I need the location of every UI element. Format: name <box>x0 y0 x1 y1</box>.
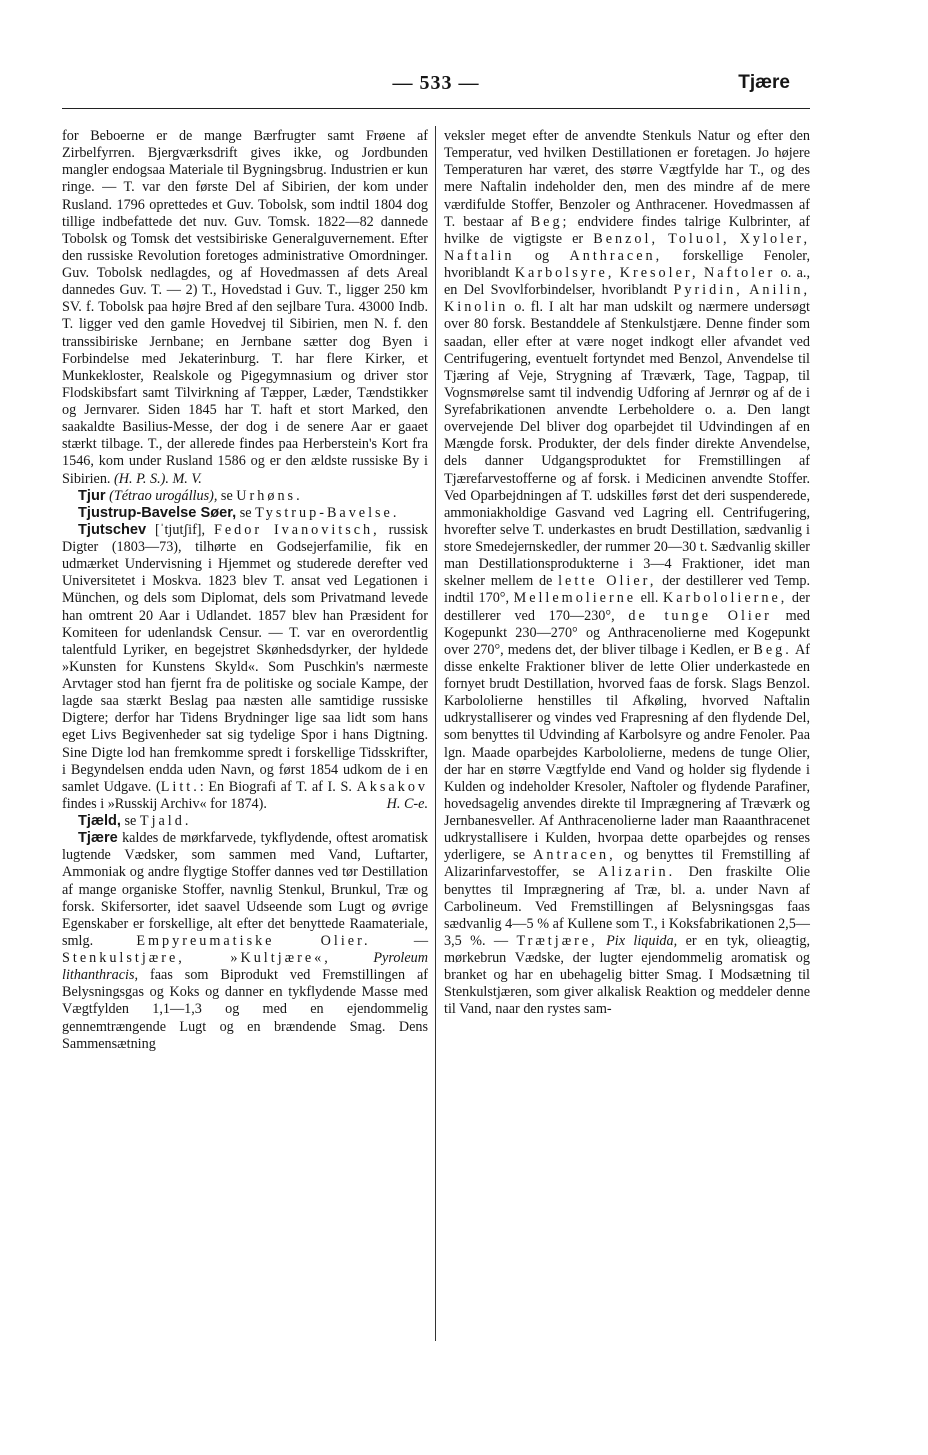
entry-tjutschev: Tjutschev [ˈtjutʃif], Fedor Ivanovitsch, russisk Digter (1803—73), tilhørte en Godsejerfamilie, fik en udmærket Undervisning i Hjemmet og studerede derefter ved Universitetet i Moskva. 1823 blev T. ansat ved Legationen i München, og dels som Diplomat, dels som Privatmand levede han omtrent 20 Aar i Udlandet. 1857 blev han Præsident for Komiteen for udenlandsk Censur. — T. var en overordentlig talentfuld Lyriker, en begejstret Skønhedsdyrker, der hyldede »Kunsten for Kunstens Skyld«. Som Puschkin's nærmeste Arvtager stod han fjernt fra de politiske og sociale Kampe, der lagde saa stærkt Beslag paa næsten alle samtidige russiske Digtere; derfor har Tidens Brydninger lige saa lidt som hans eget Livs Begivenheder sat sig tydelige Spor i hans Digtning. Sine Digte lod han fremkomme spredt i forskellige Tidsskrifter, i Begyndelsen endda uden Navn, og først 1854 udkom de i en samlet Udgave. (Litt.: En Biografi af T. af I. S. Aksakov findes i »Russkij Archiv« for 1874). H. C-e. <box>62 521 429 812</box>
cross-reference: Tystrup-Bavelse. <box>255 504 400 521</box>
headword-tjur: Tjur <box>78 487 106 504</box>
headword-tjutschev: Tjutschev <box>78 521 147 538</box>
running-head: Tjære <box>738 72 790 93</box>
cross-reference: Tjald. <box>139 813 192 829</box>
entry-tjumen-continued: for Beboerne er de mange Bærfrugter samt Frøene af Zirbelfyrren. Bjergværksdrift gives ikke, og Jordbunden mangler endogsaa Materiale til Bygningsbrug. Industrien er kun ringe. — T. var den første Del af Sibirien, der kom under Rusland. 1796 oprettedes et Guv. Tobolsk, som indtil 1804 dog tillige indbefattede det nuv. Guv. Tomsk. 1822—82 dannede Tobolsk og Tomsk det vestsibiriske Generalguvernement. Efter den russiske Revolution foretoges administrative Omordninger. Guv. Tobolsk nedlagdes, og af Hovedmassen af dets Areal dannedes Guv. T. — 2) T., Hovedstad i Guv. T., ligger 250 km SV. f. Tobolsk paa højre Bred af den sejlbare Tura. 43000 Indb. T. ligger ved den gamle Hovedvej til Sibirien, men N. f. den transsibiriske Jernbane; en Jernbane sætter dog Byen i Forbindelse med Jekaterinburg. T. har flere Kirker, et Munkekloster, Realskole og Pigegymnasium og driver stor Flodskibsfart samt Tilvirkning af Tæpper, Læder, Tændstikker og Jernvarer. Siden 1845 har T. haft et stort Marked, den saakaldte Basilius-Messe, der dog i de senere Aar er gaaet stærkt tilbage. T., der allerede findes paa Herberstein's Kort fra 1546, kom under Rusland 1586 og er den ældste russiske By i Sibirien. (H. P. S.). M. V. <box>62 128 428 487</box>
entry-tjaeld: Tjæld, se Tjald. <box>78 813 192 829</box>
entry-tjaere-continued: veksler meget efter de anvendte Stenkuls Natur og efter den Temperatur, ved hvilken Destillationen er foretagen. Jo højere Temperaturen har været, des større Vægtfylde har T., og des mere Naftalin indeholder den, men des mindre af de mere værdifulde Stoffer, Benzoler og Anthracener. Hovedmassen af T. bestaar af Beg; endvidere findes talrige Kulbrinter, af hvilke de vigtigste er Benzol, Toluol, Xyloler, Naftalin og Anthracen, forskellige Fenoler, hvoriblandt Karbolsyre, Kresoler, Naftoler o. a., en Del Svovlforbindelser, hvoriblandt Pyridin, Anilin, Kinolin o. fl. I alt har man udskilt og nærmere undersøgt over 80 forsk. Bestanddele af Stenkulstjære. Denne finder som saadan, eller efter at være noget indkogt eller afvandet ved Centrifugering, eventuelt fortyndet med Benzol, Anvendelse til Tjæring af Veje, Strygning af Træværk, Tage, Tagpap, til Vognsmørelse samt til indvendig Udforing af Jernrør og af de i Syrefabrikationen anvendte Lerbeholdere o. a. Den langt overvejende Del bliver dog oparbejdet til Udvindingen af en Mængde forsk. Produkter, der dels finder direkte Anvendelse, dels danner Udgangsproduktet for Fremstillingen af Tjærefarvestofferne og af forsk. i Medicinen anvendte Stoffer. Ved Oparbejdningen af T. udskilles først det deri suspenderede, ammoniakholdige Gasvand ved Lagring ell. Centrifugering, hvorefter selve T. underkastes en brudt Destillation, sædvanlig i store Smedejernskedler, der rummer 20—30 t. Sædvanlig skiller man Destillationsprodukterne i 3—4 Fraktioner, idet man skelner mellem de lette Olier, der destillerer ved Temp. indtil 170°, Mellemolierne ell. Karbololierne, der destillerer ved 170—230°, de tunge Olier med Kogepunkt 230—270° og Anthracenolierne med Kogepunkt over 270°, medens det, der bliver tilbage i Kedlen, er Beg. Af disse enkelte Fraktioner bliver de lette Olier underkastede en fornyet brudt Destillation, hvorved faas de forsk. Slags Benzol. Karbololierne henstilles til Afkøling, hvorved Naftalin udkrystalliserer og vindes ved Frapresning af den flydende Del, som benyttes til Udvinding af Karbolsyre og andre Fenoler. Paa lgn. Maade oparbejdes Karbololierne, medens de tunge Olier, der har en større Vægtfylde end Vand og holder sig flydende i Kulden og indeholder Kresoler, Naftoler og flydende Parafiner, hovedsagelig anvendes direkte til Imprægnering af Træværk og Jernbanesveller. Af Anthracenolierne lader man Raaanthracenet udkrystallisere i Kulden, hvorpaa dette oparbejdes og renses yderligere, se Antracen, og benyttes til Fremstilling af Alizarinfarvestoffer, se Alizarin. Den fraskilte Olie benyttes til Imprægnering af Træ, bl. a. under Navn af Carbolineum. Ved Fremstillingen af Belysningsgas faas sædvanlig 4—5 % af Kullene som T., i Koksfabrikationen 2,5—3,5 %. — Trætjære, Pix liquida, er en tyk, olieagtig, mørkebrun Vædske, der lugter ejendommelig aromatisk og branket og har en ubehagelig bitter Smag. I Modsætning til Stenkulstjæren, som giver alkalisk Reaktion og meddeler denne til Vand, naar den rystes sam- <box>444 128 811 1018</box>
headword-tjaeld: Tjæld, <box>78 813 121 829</box>
page-header <box>62 72 810 106</box>
header-rule <box>62 108 810 109</box>
entry-signature: (H. P. S.). M. V. <box>114 470 202 487</box>
entry-tjaere: Tjære kaldes de mørkfarvede, tykflydende, oftest aromatisk lugtende Vædsker, som sammen med Vand, Luftarter, Ammoniak og andre flygtige Stoffer dannes ved tør Destillation af mange organiske Stoffer, navnlig Stenkul, Brunkul, Træ og forsk. Skifersorter, idet saavel Udseende som Lugt og øvrige Egenskaber er forskellige, alt efter det benyttede Raamateriale, smlg. Empyreumatiske Olier. — Stenkulstjære, »Kultjære«, Pyroleum lithanthracis, faas som Biprodukt ved Fremstillingen af Belysningsgas og Koks og danner en tykflydende Masse med Vægtfylden 1,1—1,3 og med en ejendommelig gennemtrængende Lugt og en brændende Smag. Dens Sammensætning <box>62 830 429 1052</box>
page-number: — 533 — <box>392 72 480 94</box>
entry-tjustrup: Tjustrup-Bavelse Søer, se Tystrup-Bavelse. <box>78 504 400 521</box>
right-column <box>444 128 810 1019</box>
headword-tjustrup: Tjustrup-Bavelse Søer, <box>78 504 237 521</box>
cross-reference: Urhøns. <box>236 487 303 504</box>
entry-signature: H. C-e. <box>386 795 428 812</box>
headword-tjaere: Tjære <box>78 830 118 847</box>
column-divider <box>435 126 436 1341</box>
left-column <box>62 128 428 1053</box>
entry-tjur: Tjur (Tétrao urogállus), se Urhøns. <box>78 487 303 504</box>
